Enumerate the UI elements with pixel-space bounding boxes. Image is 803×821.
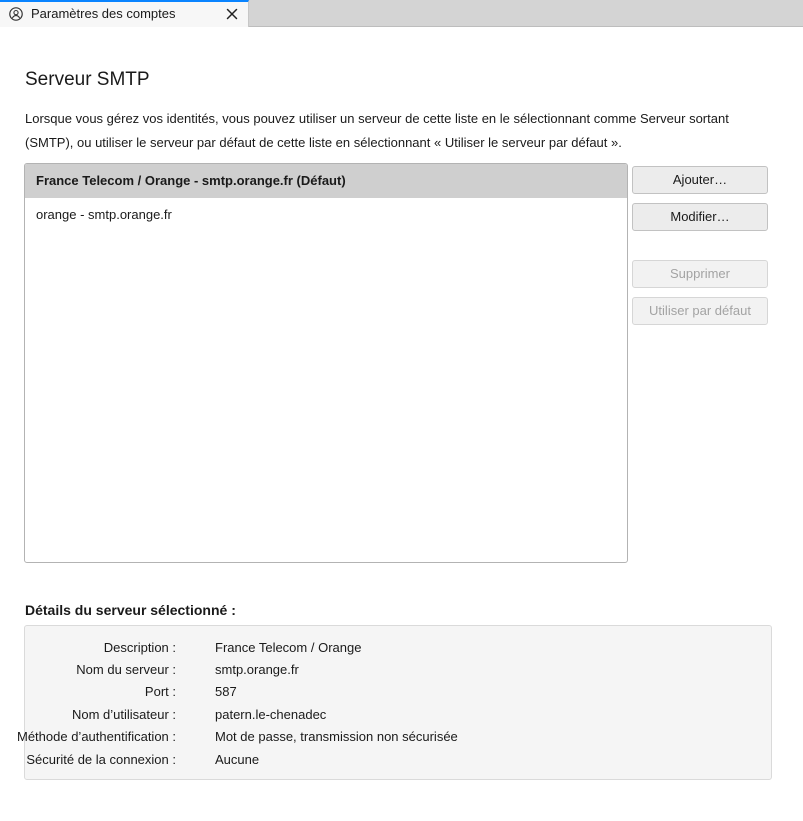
account-settings-icon — [8, 6, 24, 22]
tab-bar — [0, 0, 803, 27]
smtp-server-list[interactable] — [24, 163, 628, 563]
detail-label-server-name: Nom du serveur : — [76, 662, 176, 677]
details-heading: Détails du serveur sélectionné : — [25, 602, 236, 618]
detail-value-port: 587 — [215, 684, 237, 699]
server-details-panel — [17, 625, 772, 780]
close-icon[interactable] — [224, 6, 240, 22]
detail-label-port: Port : — [144, 684, 176, 699]
server-list-item[interactable]: orange - smtp.orange.fr — [36, 207, 172, 222]
tab-account-settings[interactable] — [0, 0, 249, 27]
add-server-button[interactable]: Ajouter… — [632, 166, 768, 194]
server-list-item-default[interactable]: France Telecom / Orange - smtp.orange.fr (Défaut) — [25, 164, 627, 198]
detail-value-username: patern.le-chenadec — [215, 707, 327, 722]
detail-label-username: Nom d’utilisateur : — [71, 707, 176, 722]
tab-title: Paramètres des comptes — [31, 6, 176, 21]
detail-label-description: Description : — [103, 640, 176, 655]
detail-value-description: France Telecom / Orange — [215, 640, 362, 655]
detail-value-connection-security: Aucune — [215, 752, 260, 767]
detail-label-connection-security: Sécurité de la connexion : — [26, 752, 176, 767]
detail-label-auth-method: Méthode d’authentification : — [17, 729, 176, 744]
edit-server-button[interactable]: Modifier… — [632, 203, 768, 231]
page-title: Serveur SMTP — [25, 69, 150, 90]
remove-server-button[interactable]: Supprimer — [632, 260, 768, 288]
detail-value-server-name: smtp.orange.fr — [215, 662, 299, 677]
page-description: Lorsque vous gérez vos identités, vous pouvez utiliser un serveur de cette liste en le sélectionnant comme Serveur sortant (SMTP), ou utiliser le serveur par défaut de cette liste en sélectionnant « Utiliser le serveur par défaut ». — [25, 111, 729, 150]
detail-value-auth-method: Mot de passe, transmission non sécurisée — [215, 729, 458, 744]
set-default-button[interactable]: Utiliser par défaut — [632, 297, 768, 325]
